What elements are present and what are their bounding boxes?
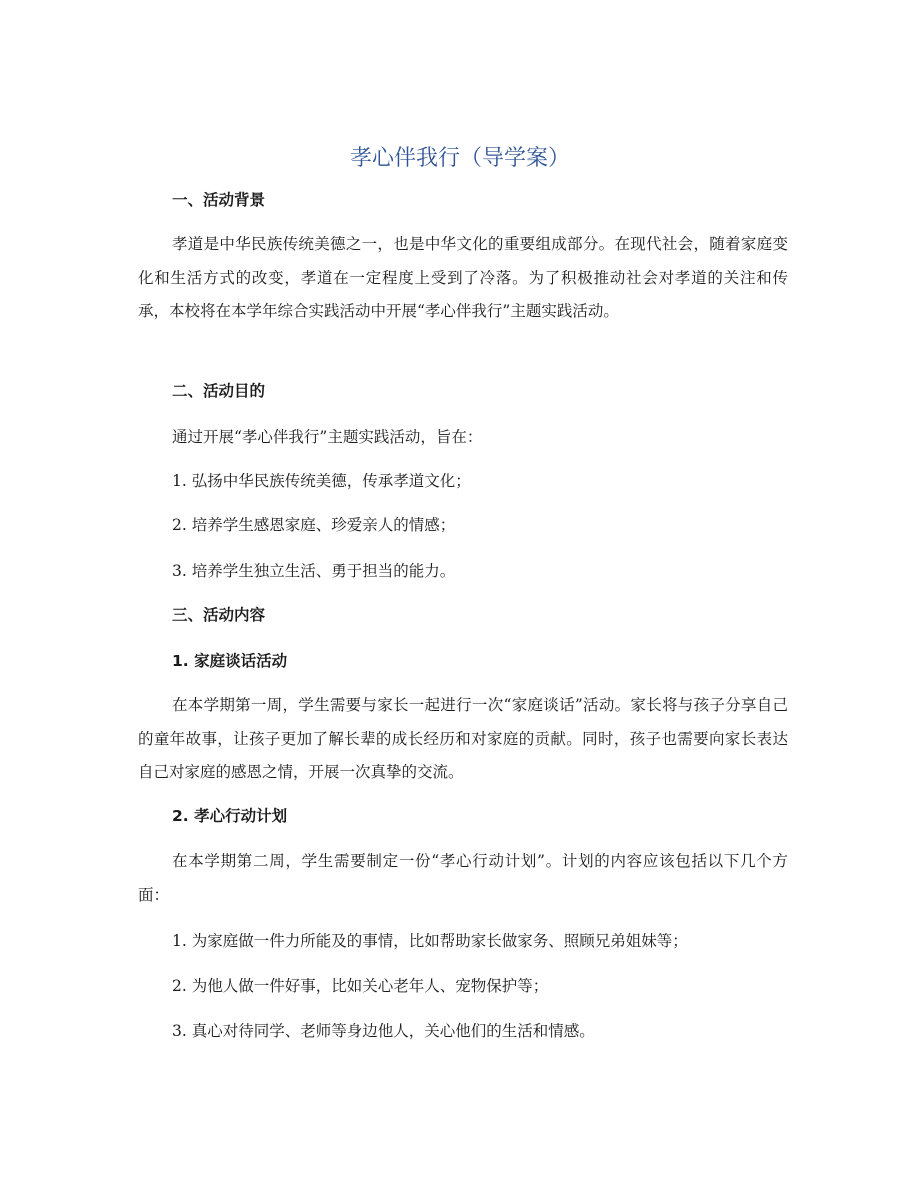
subsection-heading-action-plan: 2. 孝心行动计划 — [172, 807, 288, 825]
section-heading-background: 一、活动背景 — [172, 191, 266, 209]
purpose-item-2: 2. 培养学生感恩家庭、珍爱亲人的情感； — [172, 516, 456, 534]
paragraph-family-talk: 在本学期第一周，学生需要与家长一起进行一次“家庭谈话”活动。家长将与孩子分享自己的童年故事，让孩子更加了解长辈的成长经历和对家庭的贡献。同时，孩子也需要向家长表达自己对家庭的感恩之情，开展一次真挚的交流。 — [138, 696, 788, 781]
plan-item-2: 2. 为他人做一件好事，比如关心老年人、宠物保护等； — [172, 977, 549, 995]
purpose-intro: 通过开展“孝心伴我行”主题实践活动，旨在： — [172, 428, 483, 446]
plan-item-1: 1. 为家庭做一件力所能及的事情，比如帮助家长做家务、照顾兄弟姐妹等； — [172, 932, 688, 950]
purpose-item-3: 3. 培养学生独立生活、勇于担当的能力。 — [172, 562, 456, 580]
section-heading-purpose: 二、活动目的 — [172, 382, 266, 400]
section-heading-content: 三、活动内容 — [172, 606, 266, 624]
purpose-item-1: 1. 弘扬中华民族传统美德，传承孝道文化； — [172, 472, 471, 490]
paragraph-background: 孝道是中华民族传统美德之一，也是中华文化的重要组成部分。在现代社会，随着家庭变化和生活方式的改变，孝道在一定程度上受到了冷落。为了积极推动社会对孝道的关注和传承，本校将在本学年综合实践活动中开展“孝心伴我行”主题实践活动。 — [138, 235, 788, 320]
subsection-heading-family-talk: 1. 家庭谈话活动 — [172, 652, 288, 670]
document-title: 孝心伴我行（导学案） — [349, 146, 570, 171]
paragraph-action-plan: 在本学期第二周，学生需要制定一份“孝心行动计划”。计划的内容应该包括以下几个方面： — [138, 852, 788, 904]
plan-item-3: 3. 真心对待同学、老师等身边他人，关心他们的生活和情感。 — [172, 1022, 595, 1040]
